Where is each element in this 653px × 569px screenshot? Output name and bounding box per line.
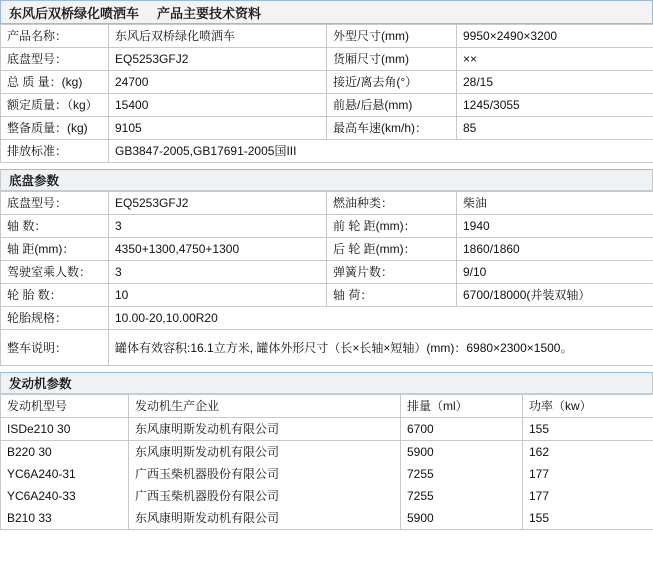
value-wheelbase: 4350+1300,4750+1300 <box>109 238 327 261</box>
table-row <box>1 117 653 140</box>
column-header-power: 功率（kw） <box>523 395 653 418</box>
value-axle-count: 3 <box>109 215 327 238</box>
label-vehicle-description: 整车说明： <box>1 330 109 366</box>
engine-maker: 东风康明斯发动机有限公司 <box>129 418 401 441</box>
engine-maker: 广西玉柴机器股份有限公司 <box>129 463 401 485</box>
table-row <box>1 261 653 284</box>
table-row <box>1 140 653 163</box>
table-row <box>1 192 653 215</box>
table-row <box>1 238 653 261</box>
page-title-subject: 产品主要技术资料 <box>157 5 262 21</box>
label-rear-track: 后 轮 距(mm)： <box>327 238 457 261</box>
label-emission-standard: 排放标准： <box>1 140 109 163</box>
engine-displacement: 7255 <box>401 485 523 507</box>
value-front-rear-overhang: 1245/3055 <box>457 94 653 117</box>
value-spring-leaves: 9/10 <box>457 261 653 284</box>
table-row <box>1 507 653 530</box>
label-chassis-model: 底盘型号： <box>1 48 109 71</box>
value-rated-mass: 15400 <box>109 94 327 117</box>
value-max-speed: 85 <box>457 117 653 140</box>
engine-power: 177 <box>523 463 653 485</box>
label-max-speed: 最高车速(km/h)： <box>327 117 457 140</box>
column-header-displacement: 排量（ml） <box>401 395 523 418</box>
label-axle-count: 轴 数： <box>1 215 109 238</box>
value-overall-dimensions: 9950×2490×3200 <box>457 25 653 48</box>
engine-displacement: 5900 <box>401 507 523 530</box>
value-emission-standard: GB3847-2005,GB17691-2005国III <box>109 140 653 163</box>
engine-power: 155 <box>523 507 653 530</box>
value-curb-mass: 9105 <box>109 117 327 140</box>
table-row <box>1 48 653 71</box>
value-fuel-type: 柴油 <box>457 192 653 215</box>
engine-displacement: 5900 <box>401 441 523 464</box>
table-row <box>1 25 653 48</box>
value-cargo-dimensions: ×× <box>457 48 653 71</box>
label-wheelbase: 轴 距(mm)： <box>1 238 109 261</box>
chassis-spec-table <box>0 191 653 366</box>
table-row <box>1 441 653 464</box>
table-row <box>1 485 653 507</box>
engine-data-table <box>0 418 653 530</box>
engine-maker: 东风康明斯发动机有限公司 <box>129 441 401 464</box>
value-tire-count: 10 <box>109 284 327 307</box>
table-header-row <box>1 395 653 418</box>
table-row <box>1 463 653 485</box>
chassis-section-heading: 底盘参数 <box>0 169 653 191</box>
label-approach-departure-angle: 接近/离去角(°） <box>327 71 457 94</box>
engine-model: B220 30 <box>1 441 129 464</box>
engine-power: 155 <box>523 418 653 441</box>
column-header-engine-model: 发动机型号 <box>1 395 129 418</box>
label-curb-mass: 整备质量：(kg) <box>1 117 109 140</box>
engine-displacement: 7255 <box>401 463 523 485</box>
label-rated-mass: 额定质量：（kg） <box>1 94 109 117</box>
label-axle-load: 轴 荷： <box>327 284 457 307</box>
label-product-name: 产品名称： <box>1 25 109 48</box>
value-chassis-model: EQ5253GFJ2 <box>109 48 327 71</box>
value-product-name: 东风后双桥绿化喷洒车 <box>109 25 327 48</box>
table-row <box>1 215 653 238</box>
engine-model: YC6A240-33 <box>1 485 129 507</box>
table-row <box>1 307 653 330</box>
label-cab-occupants: 驾驶室乘人数： <box>1 261 109 284</box>
table-row <box>1 330 653 366</box>
engine-maker: 广西玉柴机器股份有限公司 <box>129 485 401 507</box>
label-overall-dimensions: 外型尺寸(mm) <box>327 25 457 48</box>
value-rear-track: 1860/1860 <box>457 238 653 261</box>
label-front-rear-overhang: 前悬/后悬(mm) <box>327 94 457 117</box>
value-chassis-model-2: EQ5253GFJ2 <box>109 192 327 215</box>
value-cab-occupants: 3 <box>109 261 327 284</box>
label-chassis-model-2: 底盘型号： <box>1 192 109 215</box>
label-gross-mass: 总 质 量：(kg) <box>1 71 109 94</box>
label-cargo-dimensions: 货厢尺寸(mm) <box>327 48 457 71</box>
value-tire-spec: 10.00-20,10.00R20 <box>109 307 653 330</box>
table-row <box>1 94 653 117</box>
column-header-engine-maker: 发动机生产企业 <box>129 395 401 418</box>
engine-model: ISDe210 30 <box>1 418 129 441</box>
engine-power: 177 <box>523 485 653 507</box>
engine-displacement: 6700 <box>401 418 523 441</box>
page-title-product: 东风后双桥绿化喷洒车 <box>9 5 140 21</box>
engine-model: YC6A240-31 <box>1 463 129 485</box>
value-vehicle-description: 罐体有效容积:16.1立方米, 罐体外形尺寸（长×长轴×短轴）(mm)：6980×2300×1500。 <box>109 330 653 366</box>
label-front-track: 前 轮 距(mm)： <box>327 215 457 238</box>
engine-model: B210 33 <box>1 507 129 530</box>
value-gross-mass: 24700 <box>109 71 327 94</box>
main-spec-table <box>0 24 653 163</box>
engine-power: 162 <box>523 441 653 464</box>
engine-section-heading: 发动机参数 <box>0 372 653 394</box>
label-tire-spec: 轮胎规格： <box>1 307 109 330</box>
table-row <box>1 71 653 94</box>
label-tire-count: 轮 胎 数： <box>1 284 109 307</box>
label-spring-leaves: 弹簧片数： <box>327 261 457 284</box>
label-fuel-type: 燃油种类： <box>327 192 457 215</box>
table-row <box>1 418 653 441</box>
engine-spec-table <box>0 394 653 418</box>
value-axle-load: 6700/18000(并装双轴） <box>457 284 653 307</box>
table-row <box>1 284 653 307</box>
value-front-track: 1940 <box>457 215 653 238</box>
value-approach-departure-angle: 28/15 <box>457 71 653 94</box>
page-title <box>0 0 653 24</box>
engine-maker: 东风康明斯发动机有限公司 <box>129 507 401 530</box>
